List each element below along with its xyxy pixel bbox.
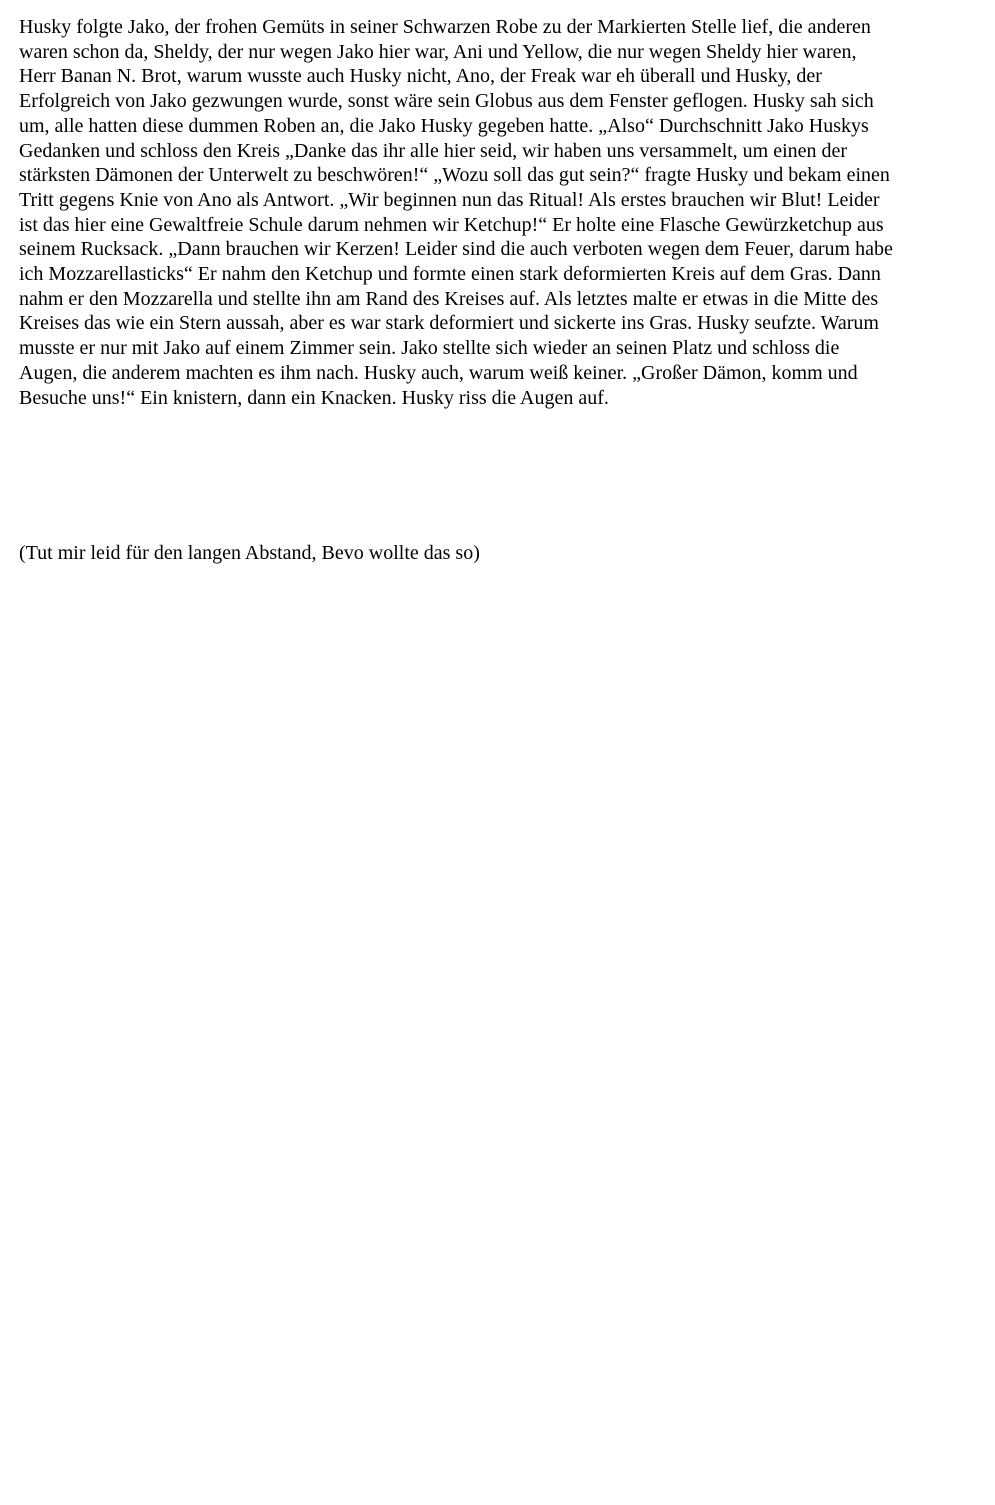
author-note: (Tut mir leid für den langen Abstand, Bevo wollte das so) bbox=[19, 542, 480, 564]
story-line: Herr Banan N. Brot, warum wusste auch Husky nicht, Ano, der Freak war eh überall und Husky, der bbox=[19, 65, 822, 88]
story-line: ich Mozzarellasticks“ Er nahm den Ketchup und formte einen stark deformierten Kreis auf dem Gras. Dann bbox=[19, 263, 881, 286]
story-paragraph bbox=[19, 15, 977, 410]
story-line: Husky folgte Jako, der frohen Gemüts in seiner Schwarzen Robe zu der Markierten Stelle lief, die anderen bbox=[19, 16, 871, 38]
story-line: nahm er den Mozzarella und stellte ihn am Rand des Kreises auf. Als letztes malte er etwas in die Mitte des bbox=[19, 287, 879, 310]
story-line: Tritt gegens Knie von Ano als Antwort. „Wir beginnen nun das Ritual! Als erstes brauchen wir Blut! Leider bbox=[19, 188, 880, 211]
story-line: Besuche uns!“ Ein knistern, dann ein Knacken. Husky riss die Augen auf. bbox=[19, 386, 609, 409]
story-line: Augen, die anderem machten es ihm nach. Husky auch, warum weiß keiner. „Großer Dämon, komm und bbox=[19, 361, 858, 384]
story-line: waren schon da, Sheldy, der nur wegen Jako hier war, Ani und Yellow, die nur wegen Sheldy hier waren, bbox=[19, 40, 857, 63]
story-line: ist das hier eine Gewaltfreie Schule darum nehmen wir Ketchup!“ Er holte eine Flasche Gewürzketchup aus bbox=[19, 213, 884, 236]
story-line: Gedanken und schloss den Kreis „Danke das ihr alle hier seid, wir haben uns versammelt, um einen der bbox=[19, 139, 848, 162]
story-line: stärksten Dämonen der Unterwelt zu beschwören!“ „Wozu soll das gut sein?“ fragte Husky und bekam einen bbox=[19, 164, 890, 187]
story-line: um, alle hatten diese dummen Roben an, die Jako Husky gegeben hatte. „Also“ Durchschnitt Jako Huskys bbox=[19, 114, 869, 137]
story-line: musste er nur mit Jako auf einem Zimmer sein. Jako stellte sich wieder an seinen Platz und schloss die bbox=[19, 337, 840, 360]
story-line: seinem Rucksack. „Dann brauchen wir Kerzen! Leider sind die auch verboten wegen dem Feuer, darum habe bbox=[19, 238, 893, 261]
story-line: Erfolgreich von Jako gezwungen wurde, sonst wäre sein Globus aus dem Fenster geflogen. Husky sah sich bbox=[19, 90, 874, 113]
story-line: Kreises das wie ein Stern aussah, aber es war stark deformiert und sickerte ins Gras. Husky seufzte. Warum bbox=[19, 312, 879, 335]
